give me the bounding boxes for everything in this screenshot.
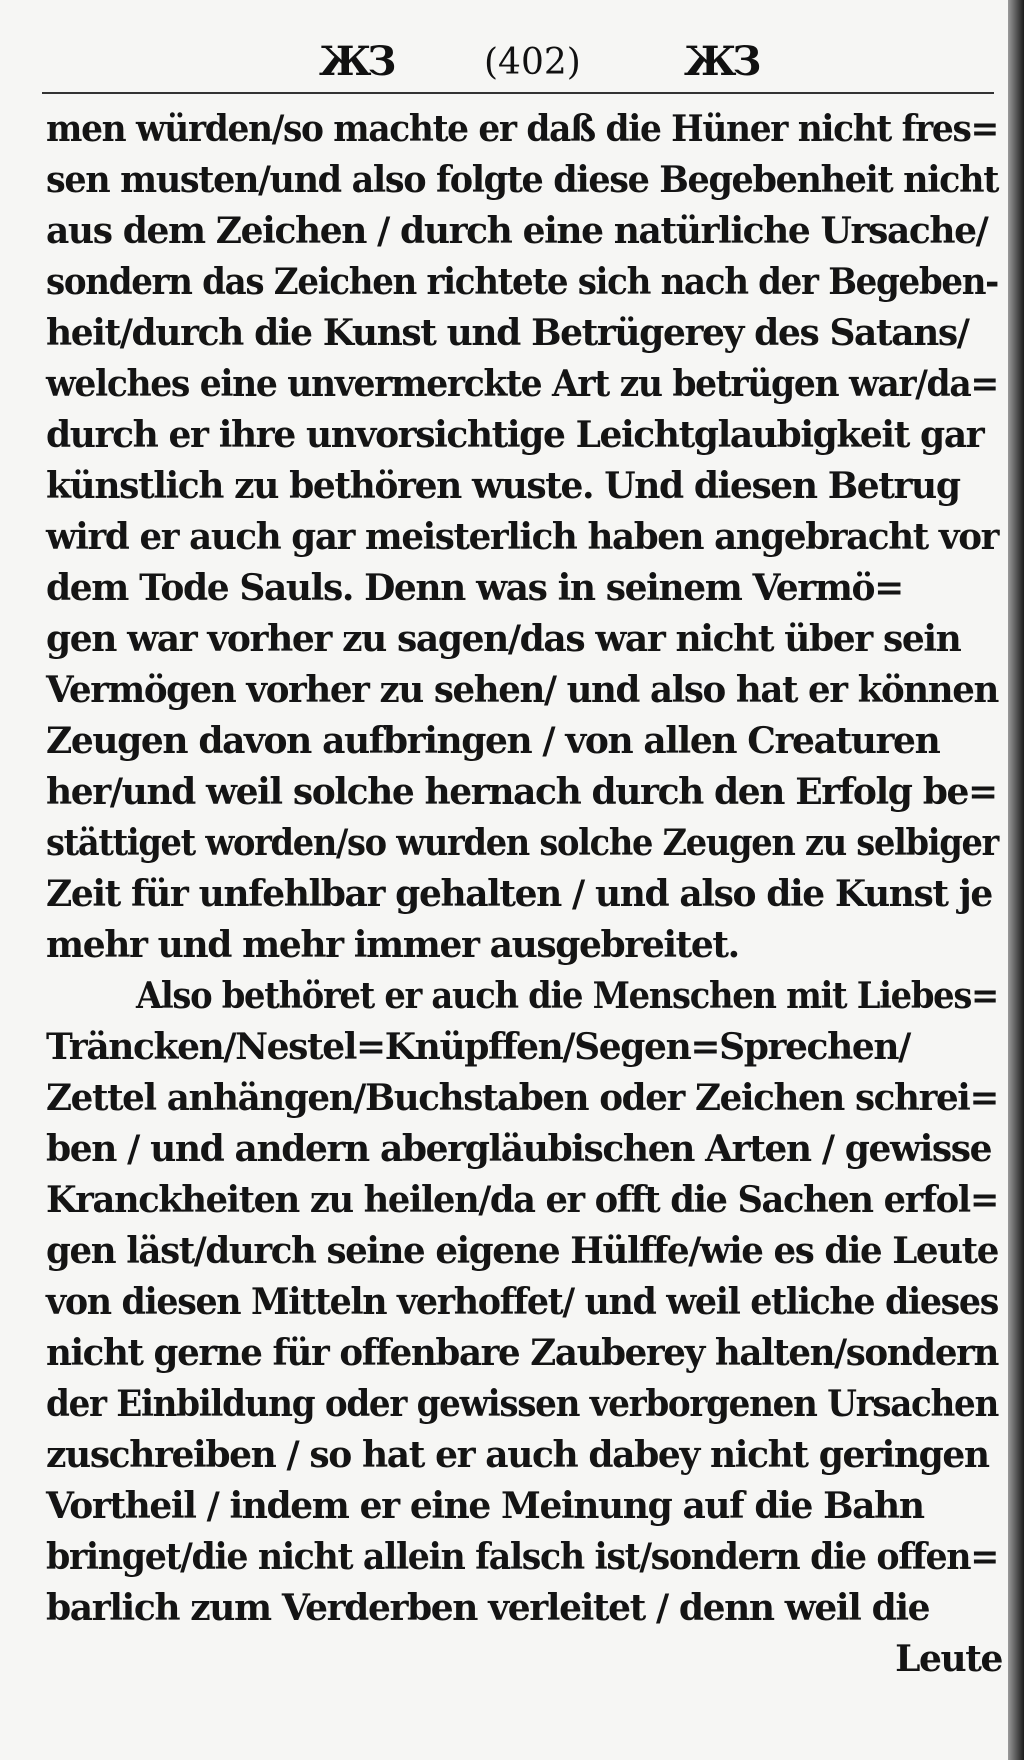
text-line: Träncken/Nestel=Knüpffen/Segen=Sprechen/ bbox=[46, 1026, 910, 1068]
text-line: aus dem Zeichen / durch eine natürliche Ursache/ bbox=[46, 210, 988, 252]
text-line: Zettel anhängen/Buchstaben oder Zeichen schrei= bbox=[46, 1077, 998, 1119]
text-line: sondern das Zeichen richtete sich nach der Begeben- bbox=[46, 261, 998, 303]
text-line: durch er ihre unvorsichtige Leichtglaubigkeit gar bbox=[46, 414, 984, 456]
page-number: (402) bbox=[484, 42, 581, 83]
catchword: Leute bbox=[895, 1638, 1002, 1680]
text-line: barlich zum Verderben verleitet / denn weil die bbox=[46, 1587, 930, 1629]
text-line: sen musten/und also folgte diese Begebenheit nicht bbox=[46, 159, 998, 201]
text-line: nicht gerne für offenbare Zauberey halten/sondern bbox=[46, 1332, 998, 1374]
text-line: heit/durch die Kunst und Betrügerey des Satans/ bbox=[46, 312, 969, 354]
right-ornament: ЖЗ bbox=[684, 38, 758, 85]
text-line: bringet/die nicht allein falsch ist/sondern die offen= bbox=[46, 1536, 998, 1578]
text-line: wird er auch gar meisterlich haben angebracht vor bbox=[46, 516, 998, 558]
text-line: zuschreiben / so hat er auch dabey nicht geringen bbox=[46, 1434, 989, 1476]
text-line: gen läst/durch seine eigene Hülffe/wie es die Leute bbox=[46, 1230, 998, 1272]
text-line: Zeit für unfehlbar gehalten / und also die Kunst je bbox=[46, 873, 992, 915]
text-line: dem Tode Sauls. Denn was in seinem Vermö= bbox=[46, 567, 903, 609]
text-line: Vermögen vorher zu sehen/ und also hat er können bbox=[46, 669, 998, 711]
page-header bbox=[44, 30, 1004, 96]
text-line: men würden/so machte er daß die Hüner nicht fres= bbox=[46, 108, 998, 150]
text-line: Kranckheiten zu heilen/da er offt die Sachen erfol= bbox=[46, 1179, 998, 1221]
text-line: der Einbildung oder gewissen verborgenen Ursachen bbox=[46, 1383, 998, 1425]
text-line: mehr und mehr immer ausgebreitet. bbox=[46, 924, 739, 966]
text-line: Vortheil / indem er eine Meinung auf die Bahn bbox=[46, 1485, 924, 1527]
page-edge-shadow bbox=[1008, 0, 1024, 1760]
body-text bbox=[46, 104, 1006, 1685]
text-line: welches eine unvermerckte Art zu betrügen war/da= bbox=[46, 363, 998, 405]
paragraph-start-line: Also bethöret er auch die Menschen mit Liebes= bbox=[136, 975, 998, 1017]
text-line: ben / und andern abergläubischen Arten / gewisse bbox=[46, 1128, 992, 1170]
text-line: Zeugen davon aufbringen / von allen Creaturen bbox=[46, 720, 940, 762]
text-line: stättiget worden/so wurden solche Zeugen zu selbiger bbox=[46, 822, 998, 864]
text-line: künstlich zu bethören wuste. Und diesen Betrug bbox=[46, 465, 960, 507]
text-line: gen war vorher zu sagen/das war nicht über sein bbox=[46, 618, 961, 660]
text-line: von diesen Mitteln verhoffet/ und weil etliche dieses bbox=[46, 1281, 998, 1323]
text-line: her/und weil solche hernach durch den Erfolg be= bbox=[46, 771, 997, 813]
header-rule bbox=[42, 92, 994, 94]
left-ornament: ЖЗ bbox=[319, 38, 393, 85]
